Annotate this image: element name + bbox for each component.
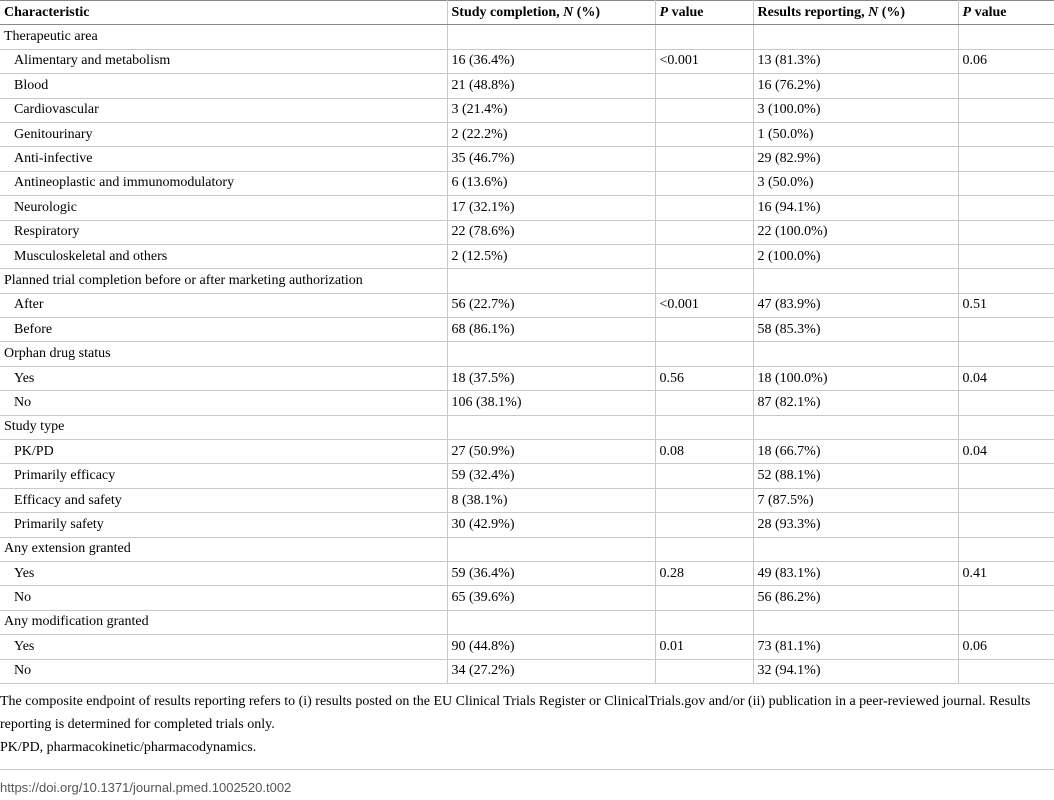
cell-results-reporting: 73 (81.1%) (753, 635, 958, 659)
table-row (0, 513, 1054, 537)
cell-results-reporting: 58 (85.3%) (753, 318, 958, 342)
cell-p-value-reporting (958, 171, 1054, 195)
cell-characteristic: Orphan drug status (0, 342, 447, 366)
table-row (0, 147, 1054, 171)
cell-p-value-reporting: 0.04 (958, 440, 1054, 464)
table-row (0, 244, 1054, 268)
cell-p-value-completion (655, 586, 753, 610)
cell-study-completion: 30 (42.9%) (447, 513, 655, 537)
cell-p-value-completion (655, 196, 753, 220)
cell-study-completion: 106 (38.1%) (447, 391, 655, 415)
cell-p-value-reporting (958, 537, 1054, 561)
cell-characteristic: Genitourinary (0, 122, 447, 146)
table-header-row (0, 1, 1054, 25)
cell-p-value-reporting (958, 98, 1054, 122)
cell-p-value-reporting (958, 196, 1054, 220)
cell-results-reporting: 22 (100.0%) (753, 220, 958, 244)
cell-p-value-completion (655, 25, 753, 49)
cell-characteristic: Before (0, 318, 447, 342)
cell-p-value-reporting: 0.51 (958, 293, 1054, 317)
table-row (0, 635, 1054, 659)
cell-study-completion: 56 (22.7%) (447, 293, 655, 317)
header-p-value-reporting: P value (958, 1, 1054, 25)
cell-study-completion: 22 (78.6%) (447, 220, 655, 244)
cell-results-reporting: 16 (76.2%) (753, 74, 958, 98)
cell-results-reporting (753, 537, 958, 561)
cell-characteristic: After (0, 293, 447, 317)
cell-characteristic: Study type (0, 415, 447, 439)
cell-characteristic: Neurologic (0, 196, 447, 220)
cell-study-completion: 2 (12.5%) (447, 244, 655, 268)
cell-characteristic: Alimentary and metabolism (0, 49, 447, 73)
group-header-row (0, 269, 1054, 293)
cell-p-value-reporting (958, 25, 1054, 49)
cell-results-reporting: 1 (50.0%) (753, 122, 958, 146)
cell-p-value-reporting (958, 220, 1054, 244)
cell-results-reporting (753, 610, 958, 634)
cell-study-completion: 59 (32.4%) (447, 464, 655, 488)
cell-study-completion (447, 269, 655, 293)
cell-p-value-reporting (958, 610, 1054, 634)
cell-results-reporting: 16 (94.1%) (753, 196, 958, 220)
cell-study-completion: 3 (21.4%) (447, 98, 655, 122)
cell-results-reporting: 52 (88.1%) (753, 464, 958, 488)
cell-p-value-completion (655, 122, 753, 146)
cell-characteristic: Primarily efficacy (0, 464, 447, 488)
cell-p-value-completion (655, 464, 753, 488)
table-row (0, 391, 1054, 415)
cell-p-value-reporting (958, 122, 1054, 146)
cell-results-reporting: 87 (82.1%) (753, 391, 958, 415)
table-footnotes (0, 684, 1054, 800)
cell-p-value-completion (655, 74, 753, 98)
cell-p-value-reporting (958, 391, 1054, 415)
table-row (0, 98, 1054, 122)
cell-results-reporting: 28 (93.3%) (753, 513, 958, 537)
cell-p-value-reporting (958, 147, 1054, 171)
cell-characteristic: Yes (0, 635, 447, 659)
cell-characteristic: Yes (0, 366, 447, 390)
cell-study-completion: 34 (27.2%) (447, 659, 655, 683)
table-row (0, 220, 1054, 244)
cell-characteristic: Efficacy and safety (0, 488, 447, 512)
cell-p-value-reporting (958, 318, 1054, 342)
table-row (0, 74, 1054, 98)
cell-characteristic: Therapeutic area (0, 25, 447, 49)
footnote-abbreviation: PK/PD, pharmacokinetic/pharmacodynamics. (0, 739, 257, 755)
cell-study-completion: 65 (39.6%) (447, 586, 655, 610)
cell-p-value-reporting (958, 269, 1054, 293)
cell-p-value-completion (655, 342, 753, 366)
cell-p-value-reporting: 0.06 (958, 49, 1054, 73)
cell-p-value-reporting: 0.06 (958, 635, 1054, 659)
cell-results-reporting: 3 (50.0%) (753, 171, 958, 195)
cell-characteristic: PK/PD (0, 440, 447, 464)
cell-p-value-reporting (958, 244, 1054, 268)
cell-p-value-completion (655, 171, 753, 195)
cell-p-value-reporting (958, 586, 1054, 610)
cell-study-completion: 21 (48.8%) (447, 74, 655, 98)
cell-study-completion (447, 415, 655, 439)
table-row (0, 659, 1054, 683)
cell-characteristic: Respiratory (0, 220, 447, 244)
cell-characteristic: Any extension granted (0, 537, 447, 561)
cell-characteristic: Yes (0, 561, 447, 585)
cell-p-value-completion (655, 610, 753, 634)
cell-p-value-completion (655, 318, 753, 342)
cell-study-completion (447, 537, 655, 561)
cell-p-value-reporting (958, 464, 1054, 488)
cell-study-completion: 16 (36.4%) (447, 49, 655, 73)
cell-results-reporting: 47 (83.9%) (753, 293, 958, 317)
cell-p-value-completion (655, 147, 753, 171)
cell-p-value-completion: 0.08 (655, 440, 753, 464)
table-row (0, 318, 1054, 342)
cell-p-value-completion: 0.01 (655, 635, 753, 659)
cell-characteristic: Primarily safety (0, 513, 447, 537)
group-header-row (0, 25, 1054, 49)
cell-p-value-reporting: 0.41 (958, 561, 1054, 585)
cell-study-completion (447, 610, 655, 634)
cell-p-value-completion (655, 269, 753, 293)
cell-characteristic: Cardiovascular (0, 98, 447, 122)
cell-results-reporting: 29 (82.9%) (753, 147, 958, 171)
cell-study-completion: 18 (37.5%) (447, 366, 655, 390)
doi-section (0, 769, 1054, 800)
cell-characteristic: No (0, 391, 447, 415)
cell-results-reporting: 56 (86.2%) (753, 586, 958, 610)
header-study-completion: Study completion, N (%) (447, 1, 655, 25)
cell-study-completion: 6 (13.6%) (447, 171, 655, 195)
cell-p-value-completion (655, 98, 753, 122)
cell-results-reporting (753, 269, 958, 293)
cell-p-value-reporting (958, 342, 1054, 366)
cell-characteristic: No (0, 659, 447, 683)
table-row (0, 464, 1054, 488)
table-row (0, 366, 1054, 390)
footnote-composite-endpoint: The composite endpoint of results reporting refers to (i) results posted on the EU Clinical Trials Register or ClinicalTrials.gov and/or (ii) publication in a peer-reviewed journal. Results reporting is determined for completed trials only. (0, 693, 1031, 732)
cell-p-value-reporting (958, 488, 1054, 512)
cell-p-value-completion (655, 415, 753, 439)
cell-p-value-completion (655, 488, 753, 512)
cell-study-completion: 59 (36.4%) (447, 561, 655, 585)
table-row (0, 196, 1054, 220)
cell-results-reporting: 3 (100.0%) (753, 98, 958, 122)
header-results-reporting: Results reporting, N (%) (753, 1, 958, 25)
cell-study-completion: 68 (86.1%) (447, 318, 655, 342)
cell-study-completion: 17 (32.1%) (447, 196, 655, 220)
cell-characteristic: Blood (0, 74, 447, 98)
cell-characteristic: Musculoskeletal and others (0, 244, 447, 268)
cell-p-value-completion: 0.28 (655, 561, 753, 585)
cell-results-reporting: 32 (94.1%) (753, 659, 958, 683)
header-characteristic: Characteristic (0, 1, 447, 25)
cell-study-completion: 35 (46.7%) (447, 147, 655, 171)
doi-link[interactable]: https://doi.org/10.1371/journal.pmed.1002520.t002 (0, 779, 292, 795)
cell-p-value-completion (655, 391, 753, 415)
cell-results-reporting: 7 (87.5%) (753, 488, 958, 512)
cell-results-reporting: 13 (81.3%) (753, 49, 958, 73)
cell-study-completion (447, 342, 655, 366)
cell-p-value-reporting (958, 513, 1054, 537)
table-row (0, 561, 1054, 585)
cell-results-reporting (753, 25, 958, 49)
table-row (0, 171, 1054, 195)
cell-characteristic: Antineoplastic and immunomodulatory (0, 171, 447, 195)
cell-p-value-reporting (958, 415, 1054, 439)
table-row (0, 293, 1054, 317)
cell-p-value-completion (655, 659, 753, 683)
cell-study-completion: 27 (50.9%) (447, 440, 655, 464)
cell-characteristic: Any modification granted (0, 610, 447, 634)
cell-results-reporting: 18 (66.7%) (753, 440, 958, 464)
table-row (0, 122, 1054, 146)
cell-p-value-completion (655, 537, 753, 561)
group-header-row (0, 610, 1054, 634)
table-row (0, 586, 1054, 610)
cell-study-completion: 2 (22.2%) (447, 122, 655, 146)
cell-study-completion: 90 (44.8%) (447, 635, 655, 659)
cell-results-reporting: 18 (100.0%) (753, 366, 958, 390)
cell-p-value-completion (655, 513, 753, 537)
table-row (0, 440, 1054, 464)
cell-characteristic: Planned trial completion before or after marketing authorization (0, 269, 447, 293)
cell-p-value-completion: <0.001 (655, 49, 753, 73)
cell-p-value-completion: 0.56 (655, 366, 753, 390)
table-body (0, 25, 1054, 684)
group-header-row (0, 342, 1054, 366)
cell-study-completion: 8 (38.1%) (447, 488, 655, 512)
cell-p-value-reporting (958, 74, 1054, 98)
cell-results-reporting: 49 (83.1%) (753, 561, 958, 585)
cell-results-reporting (753, 415, 958, 439)
header-p-value-completion: P value (655, 1, 753, 25)
cell-p-value-completion (655, 244, 753, 268)
cell-characteristic: No (0, 586, 447, 610)
cell-p-value-reporting (958, 659, 1054, 683)
cell-results-reporting (753, 342, 958, 366)
cell-p-value-completion: <0.001 (655, 293, 753, 317)
group-header-row (0, 537, 1054, 561)
cell-characteristic: Anti-infective (0, 147, 447, 171)
group-header-row (0, 415, 1054, 439)
table-row (0, 488, 1054, 512)
cell-results-reporting: 2 (100.0%) (753, 244, 958, 268)
table-row (0, 49, 1054, 73)
cell-p-value-completion (655, 220, 753, 244)
cell-study-completion (447, 25, 655, 49)
cell-p-value-reporting: 0.04 (958, 366, 1054, 390)
